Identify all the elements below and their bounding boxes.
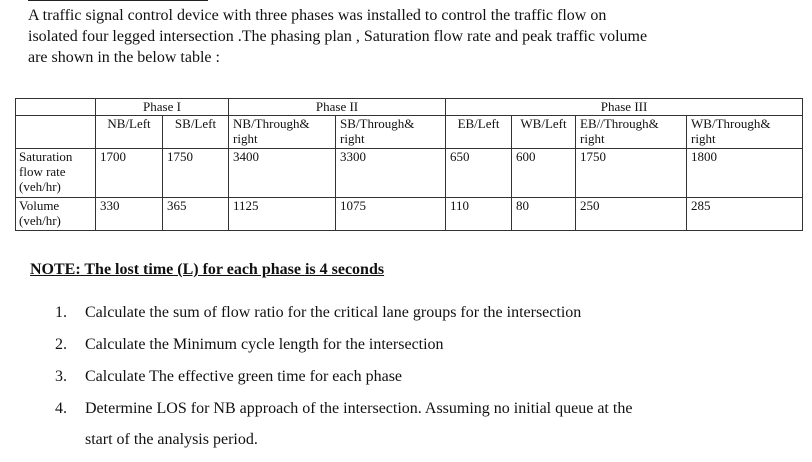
question-item xyxy=(55,302,765,324)
volume-value: 365 xyxy=(163,198,229,231)
lane-nb-left: NB/Left xyxy=(96,116,163,149)
question-text: Calculate the sum of flow ratio for the critical lane groups for the intersection xyxy=(85,304,582,321)
saturation-row xyxy=(16,149,803,198)
volume-value: 285 xyxy=(687,198,803,231)
phase-1-header: Phase I xyxy=(96,99,229,116)
question-item xyxy=(55,398,765,451)
phase-3-header: Phase III xyxy=(446,99,803,116)
lane-eb-through-right: EB//Through& right xyxy=(576,116,687,149)
volume-row xyxy=(16,198,803,231)
lane-eb-left: EB/Left xyxy=(446,116,512,149)
intro-line-1: A traffic signal control device with three phases was installed to control the traffic flow on xyxy=(28,7,607,24)
saturation-value: 3400 xyxy=(229,149,336,198)
saturation-value: 1750 xyxy=(163,149,229,198)
lost-time-note: NOTE: The lost time (L) for each phase is 4 seconds xyxy=(30,261,385,278)
saturation-value: 600 xyxy=(512,149,576,198)
intro-line-2: isolated four legged intersection .The phasing plan , Saturation flow rate and peak traffic volume xyxy=(28,28,648,45)
saturation-label: Saturation flow rate (veh/hr) xyxy=(16,149,96,198)
intro-line-3: are shown in the below table : xyxy=(28,49,220,66)
volume-value: 250 xyxy=(576,198,687,231)
lane-wb-through-right: WB/Through& right xyxy=(687,116,803,149)
lane-wb-left: WB/Left xyxy=(512,116,576,149)
phase-2-header: Phase II xyxy=(229,99,446,116)
volume-value: 330 xyxy=(96,198,163,231)
lane-group-row xyxy=(16,116,803,149)
question-number: 2. xyxy=(55,336,67,353)
saturation-value: 1750 xyxy=(576,149,687,198)
lane-sb-left: SB/Left xyxy=(163,116,229,149)
question-text: Calculate the Minimum cycle length for the intersection xyxy=(85,336,444,353)
question-number: 4. xyxy=(55,400,67,417)
lane-nb-through-right: NB/Through& right xyxy=(229,116,336,149)
volume-value: 110 xyxy=(446,198,512,231)
saturation-value: 3300 xyxy=(336,149,446,198)
saturation-value: 1800 xyxy=(687,149,803,198)
phase-header-row xyxy=(16,99,803,116)
question-item xyxy=(55,334,765,356)
question-number: 1. xyxy=(55,304,67,321)
volume-label: Volume (veh/hr) xyxy=(16,198,96,231)
question-item xyxy=(55,366,765,388)
question-text: Determine LOS for NB approach of the intersection. Assuming no initial queue at the xyxy=(85,400,633,417)
question-text-continued: start of the analysis period. xyxy=(85,431,258,448)
phasing-table xyxy=(15,98,803,231)
saturation-value: 1700 xyxy=(96,149,163,198)
corner-cell xyxy=(16,99,96,116)
question-number: 3. xyxy=(55,368,67,385)
question-list xyxy=(55,302,765,461)
volume-value: 1075 xyxy=(336,198,446,231)
problem-statement xyxy=(28,5,798,68)
lane-label-blank xyxy=(16,116,96,149)
phasing-table-wrap xyxy=(15,98,802,254)
volume-value: 1125 xyxy=(229,198,336,231)
top-rule xyxy=(28,0,208,1)
question-text: Calculate The effective green time for each phase xyxy=(85,368,403,385)
saturation-value: 650 xyxy=(446,149,512,198)
lane-sb-through-right: SB/Through& right xyxy=(336,116,446,149)
volume-value: 80 xyxy=(512,198,576,231)
